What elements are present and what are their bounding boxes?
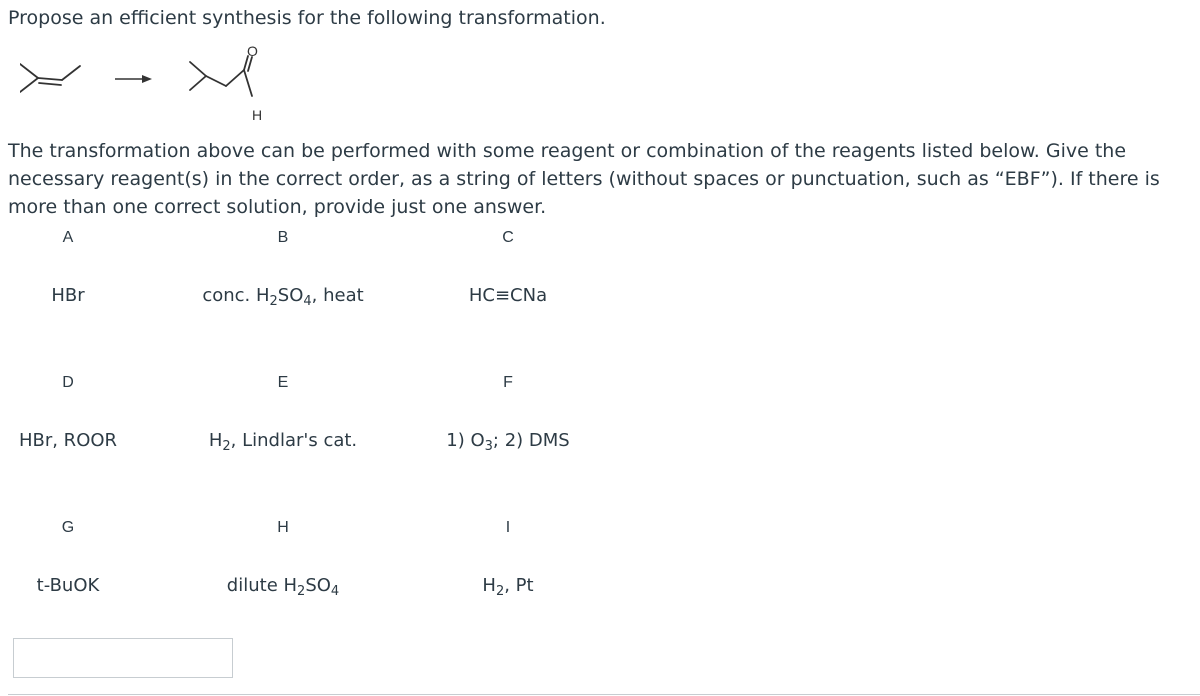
reagent-letter-e: E: [277, 374, 289, 391]
oxygen-label: O: [247, 44, 258, 59]
divider: [8, 694, 1200, 695]
question-description: The transformation above can be performed with some reagent or combination of the reagents listed below. Give the necessary reagent(s) in the correct order, as a string of letters (without spaces or punctuation, such as “EBF”). If there is more than one correct solution, provide just one answer.: [8, 140, 1160, 218]
reagent-g: t-BuOK: [36, 575, 100, 596]
reagent-a: HBr: [51, 285, 85, 306]
reagent-letter-f: F: [503, 374, 513, 391]
reagent-letter-g: G: [61, 519, 75, 536]
hydrogen-label: H: [252, 107, 263, 123]
reagent-letter-a: A: [62, 229, 74, 246]
reagent-letter-h: H: [277, 519, 289, 536]
answer-input[interactable]: [13, 638, 233, 678]
reagent-letter-c: C: [502, 229, 514, 246]
reagent-c: HC≡CNa: [468, 285, 548, 306]
reagent-b: conc. $H_2SO_4$, heat: [202, 285, 364, 309]
question-prompt: Propose an efficient synthesis for the following transformation.: [8, 7, 606, 29]
starting-material-structure: [20, 64, 80, 92]
reagent-f: 1) $O_3$; 2) DMS: [446, 430, 570, 454]
reaction-arrow-icon: [115, 75, 152, 83]
reagent-h: dilute $H_2SO_4$: [226, 575, 340, 599]
reagent-letter-d: D: [62, 374, 74, 391]
reagent-e: $H_2$, Lindlar's cat.: [208, 430, 358, 454]
reagent-letter-b: B: [277, 229, 289, 246]
reagent-letter-i: I: [505, 519, 511, 536]
reagent-i: $H_2$, Pt: [482, 575, 534, 599]
reagent-d: HBr, ROOR: [18, 430, 118, 451]
product-structure: [190, 56, 252, 96]
reaction-scheme: [20, 44, 300, 134]
